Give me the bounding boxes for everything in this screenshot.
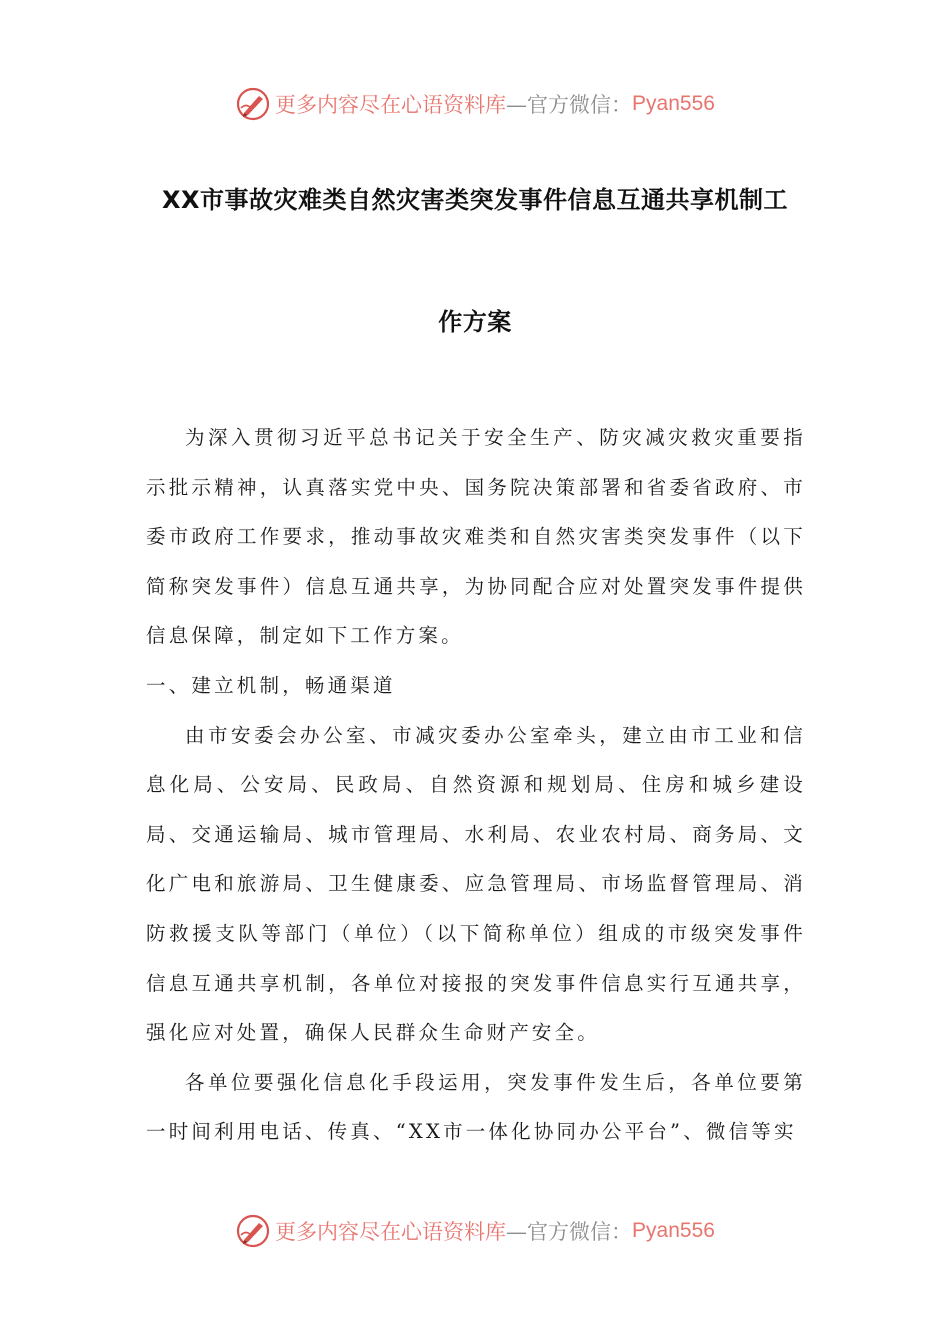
document-body bbox=[146, 413, 806, 1157]
banner-wechat-id: Pyan556 bbox=[632, 92, 715, 115]
section-1-paragraph-1: 由市安委会办公室、市减灾委办公室牵头，建立由市工业和信息化局、公安局、民政局、自然资源和规划局、住房和城乡建设局、交通运输局、城市管理局、水利局、农业农村局、商务局、文化广电和旅游局、卫生健康委、应急管理局、市场监督管理局、消防救援支队等部门（单位）（以下简称单位）组成的市级突发事件信息互通共享机制，各单位对接报的突发事件信息实行互通共享，强化应对处置，确保人民群众生命财产安全。 bbox=[146, 723, 806, 1045]
pen-logo-icon bbox=[235, 1213, 271, 1249]
section-1-heading: 一、建立机制，畅通渠道 bbox=[146, 673, 396, 697]
banner-slogan: 更多内容尽在心语资料库 bbox=[275, 1220, 507, 1244]
banner-wechat-label: —官方微信： bbox=[506, 93, 633, 117]
intro-paragraph: 为深入贯彻习近平总书记关于安全生产、防灾减灾救灾重要指示批示精神，认真落实党中央、国务院决策部署和省委省政府、市委市政府工作要求，推动事故灾难类和自然灾害类突发事件（以下简称突发事件）信息互通共享，为协同配合应对处置突发事件提供信息保障，制定如下工作方案。 bbox=[146, 426, 806, 648]
watermark-banner-bottom bbox=[0, 1209, 950, 1253]
watermark-banner-top bbox=[0, 82, 950, 126]
document-title-line-2: 作方案 bbox=[438, 308, 512, 336]
document-title-line-1: XX市事故灾难类自然灾害类突发事件信息互通共享机制工 bbox=[161, 186, 788, 214]
banner-wechat-label: —官方微信： bbox=[506, 1220, 633, 1244]
section-1-paragraph-2: 各单位要强化信息化手段运用，突发事件发生后，各单位要第一时间利用电话、传真、“XX市一体化协同办公平台”、微信等实 bbox=[146, 1070, 806, 1144]
banner-slogan: 更多内容尽在心语资料库 bbox=[275, 93, 507, 117]
banner-wechat-id: Pyan556 bbox=[632, 1219, 715, 1242]
pen-logo-icon bbox=[235, 86, 271, 122]
